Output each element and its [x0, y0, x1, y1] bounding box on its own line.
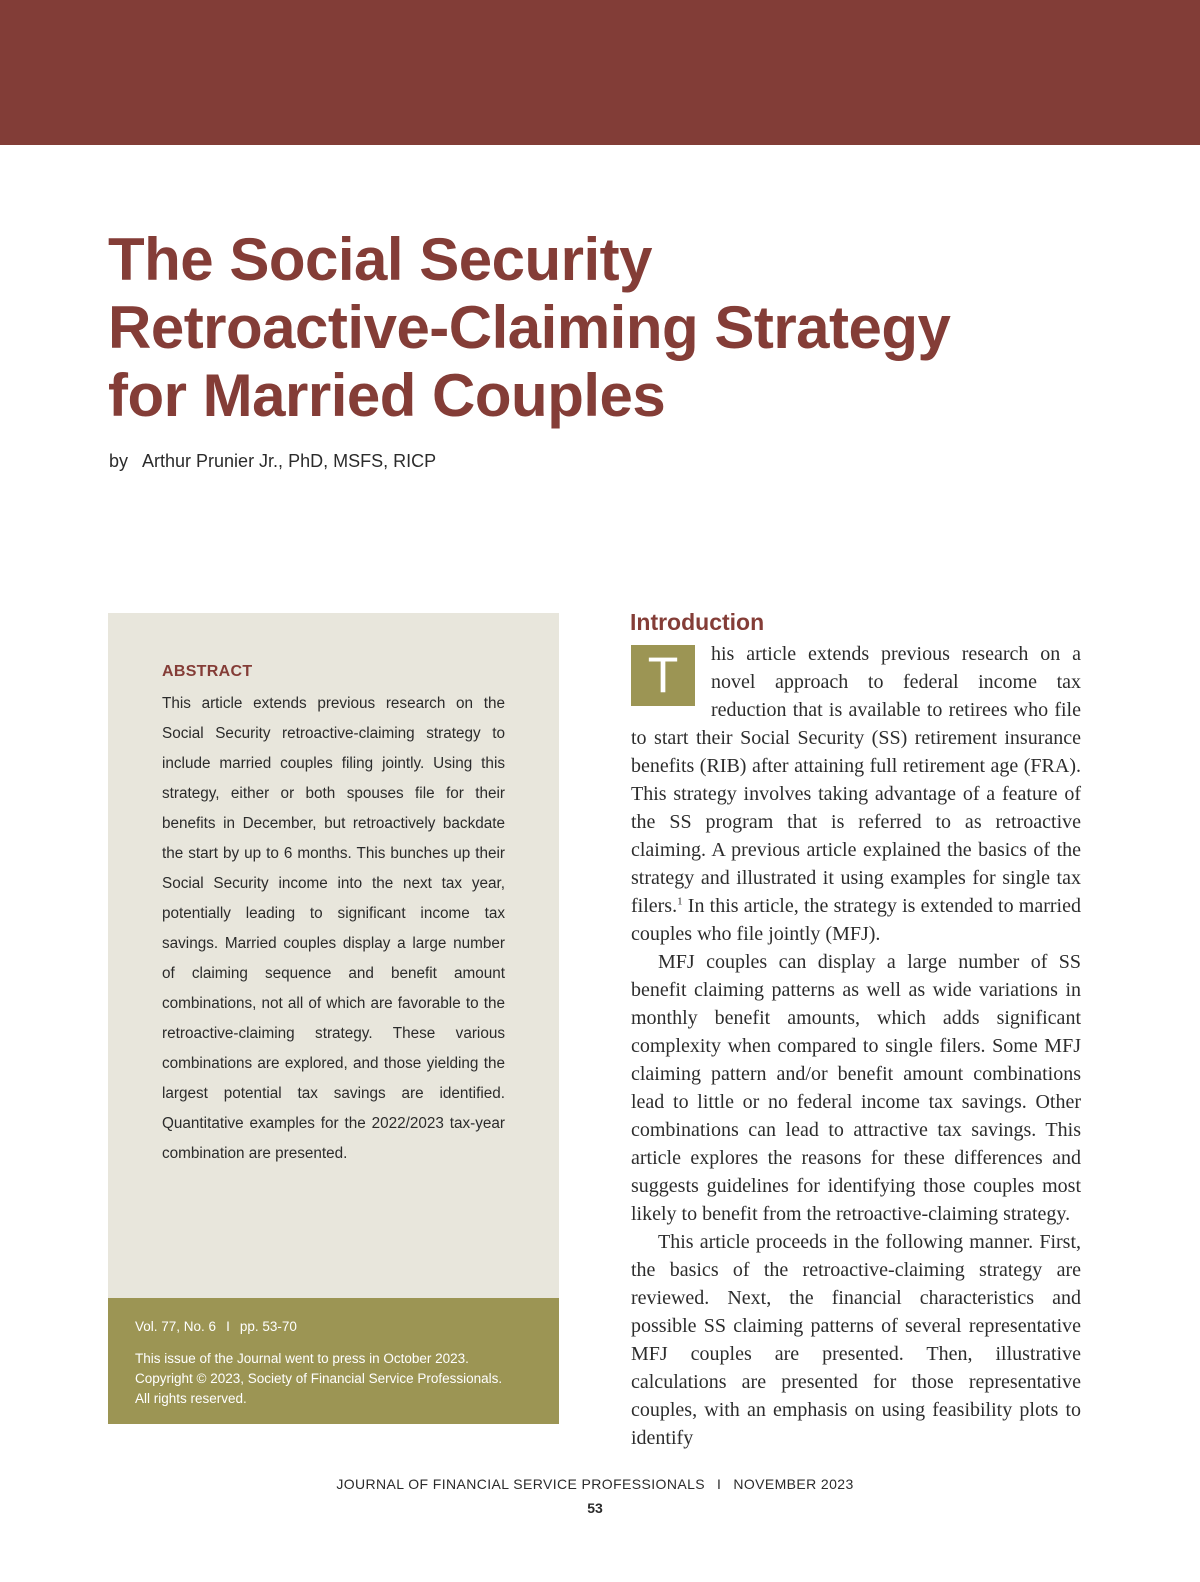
- publication-info-panel: [108, 1298, 559, 1424]
- abstract-panel: [108, 613, 559, 1298]
- paragraph-text: his article extends previous research on a novel approach to federal income tax reduction that is available to retirees who file to start their Social Security (SS) retirement insurance benefits (RIB) after attaining full retirement age (FRA). This strategy involves taking advantage of a feature of the SS program that is referred to as retroactive claiming. A previous article explained the basics of the strategy and illustrated it using examples for single tax filers.: [631, 643, 1081, 917]
- paragraph: MFJ couples can display a large number of SS benefit claiming patterns as well as wide variations in monthly benefit amounts, which adds significant complexity when compared to single filers. Some MFJ claiming pattern and/or benefit amount combinations lead to little or no federal income tax savings. Other combinations can lead to attractive tax savings. This article explores the reasons for these differences and suggests guidelines for identifying those couples most likely to benefit from the retroactive-claiming strategy.: [631, 951, 1081, 1225]
- byline: [109, 451, 436, 472]
- title-line: The Social Security: [108, 226, 653, 293]
- paragraph: This article proceeds in the following manner. First, the basics of the retroactive-claiming strategy are reviewed. Next, the financial characteristics and possible SS claiming patterns of several representative MFJ couples are presented. Then, illustrative calculations are presented for those representative couples, with an emphasis on using feasibility plots to identify: [631, 1231, 1081, 1449]
- author-name: Arthur Prunier Jr., PhD, MSFS, RICP: [142, 451, 437, 471]
- publication-notice: [135, 1349, 545, 1409]
- byline-prefix: by: [109, 451, 129, 471]
- volume-number: Vol. 77, No. 6: [135, 1319, 217, 1334]
- paragraph: [631, 640, 1081, 948]
- copyright-notice: Copyright © 2023, Society of Financial Service Professionals.: [135, 1371, 503, 1386]
- abstract-heading: ABSTRACT: [162, 663, 253, 680]
- rights-notice: All rights reserved.: [135, 1391, 247, 1406]
- press-note: This issue of the Journal went to press in October 2023.: [135, 1351, 469, 1366]
- title-line: Retroactive-Claiming Strategy: [108, 294, 951, 361]
- volume-separator: I: [226, 1319, 230, 1334]
- drop-cap: T: [631, 645, 695, 706]
- page-range: pp. 53-70: [239, 1319, 297, 1334]
- introduction-heading: Introduction: [630, 609, 765, 635]
- paragraph-text: In this article, the strategy is extended to married couples who file jointly (MFJ).: [631, 895, 1081, 945]
- abstract-text: This article extends previous research on the Social Security retroactive-claiming strategy to include married couples filing jointly. Using this strategy, either or both spouses file for their benefits in December, but retroactively backdate the start by up to 6 months. This bunches up their Social Security income into the next tax year, potentially leading to significant income tax savings. Married couples display a large number of claiming sequence and benefit amount combinations, not all of which are favorable to the retroactive-claiming strategy. These various combinations are explored, and those yielding the largest potential tax savings are identified. Quantitative examples for the 2022/2023 tax-year combination are presented.: [162, 695, 505, 1162]
- introduction-body: [631, 640, 1081, 1452]
- title-line: for Married Couples: [108, 362, 666, 429]
- header-color-band: [0, 0, 1200, 145]
- footnote-reference[interactable]: 1: [677, 895, 683, 908]
- issue-date: NOVEMBER 2023: [733, 1476, 854, 1492]
- volume-line: [135, 1319, 297, 1334]
- article-title: [108, 226, 1068, 430]
- journal-name: JOURNAL OF FINANCIAL SERVICE PROFESSIONALS: [336, 1476, 706, 1492]
- running-footer: [0, 1476, 1190, 1492]
- page-number: 53: [587, 1500, 603, 1516]
- footer-separator: I: [717, 1476, 722, 1492]
